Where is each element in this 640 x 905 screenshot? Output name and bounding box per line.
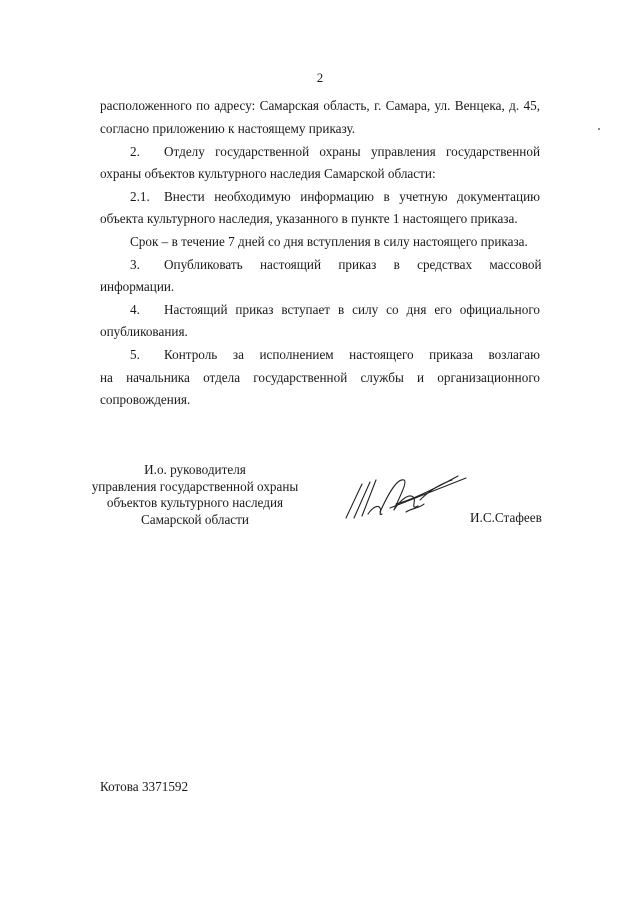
paragraph-5-line-3: сопровождения. — [100, 392, 191, 407]
page-number: 2 — [316, 70, 324, 85]
paragraph-3-line-2: информации. — [100, 279, 175, 294]
signatory-position-line-1: И.о. руководителя — [144, 462, 246, 477]
signatory-position-line-3: объектов культурного наследия — [106, 495, 284, 510]
paragraph-2-number: 2. — [130, 144, 140, 159]
paragraph-5-line-1: Контроль за исполнением настоящего приказа возлагаю — [164, 347, 540, 362]
paragraph-1-line-1 — [100, 98, 540, 114]
paragraph-4-line-1: Настоящий приказ вступает в силу со дня его официального — [164, 302, 540, 317]
paragraph-5-line-2: на начальника отдела государственной службы и организационного — [100, 370, 540, 385]
handwritten-signature — [340, 470, 470, 522]
paragraph-5-number: 5. — [130, 347, 140, 362]
signatory-position — [80, 462, 310, 528]
paragraph-2-line-2: охраны объектов культурного наследия Самарской области: — [100, 166, 436, 181]
paragraph-1-line-2: согласно приложению к настоящему приказу. — [100, 121, 356, 136]
paragraph-2-1-number: 2.1. — [130, 189, 150, 204]
paragraph-2-1-line-2: объекта культурного наследия, указанного в пункте 1 настоящего приказа. — [100, 211, 518, 226]
paragraph-4-line-2: опубликования. — [100, 324, 188, 339]
paragraph-2-line-1: Отделу государственной охраны управления государственной — [164, 144, 540, 159]
paragraph-1-line-1-text: расположенного по адресу: Самарская область, г. Самара, ул. Венцека, д. 45, — [100, 98, 540, 113]
paragraph-3-line-1: Опубликовать настоящий приказ в средствах массовой — [164, 257, 542, 272]
paragraph-4-number: 4. — [130, 302, 140, 317]
scan-dot — [598, 128, 600, 130]
signer-name: И.С.Стафеев — [470, 510, 542, 525]
executor-info: Котова 3371592 — [100, 779, 189, 794]
deadline-text: Срок – в течение 7 дней со дня вступления в силу настоящего приказа. — [130, 234, 528, 249]
signatory-position-line-4: Самарской области — [141, 511, 249, 527]
paragraph-2-1-line-1: Внести необходимую информацию в учетную документацию — [164, 189, 540, 204]
paragraph-3-number: 3. — [130, 257, 140, 272]
signatory-position-line-2: управления государственной охраны — [91, 478, 299, 494]
